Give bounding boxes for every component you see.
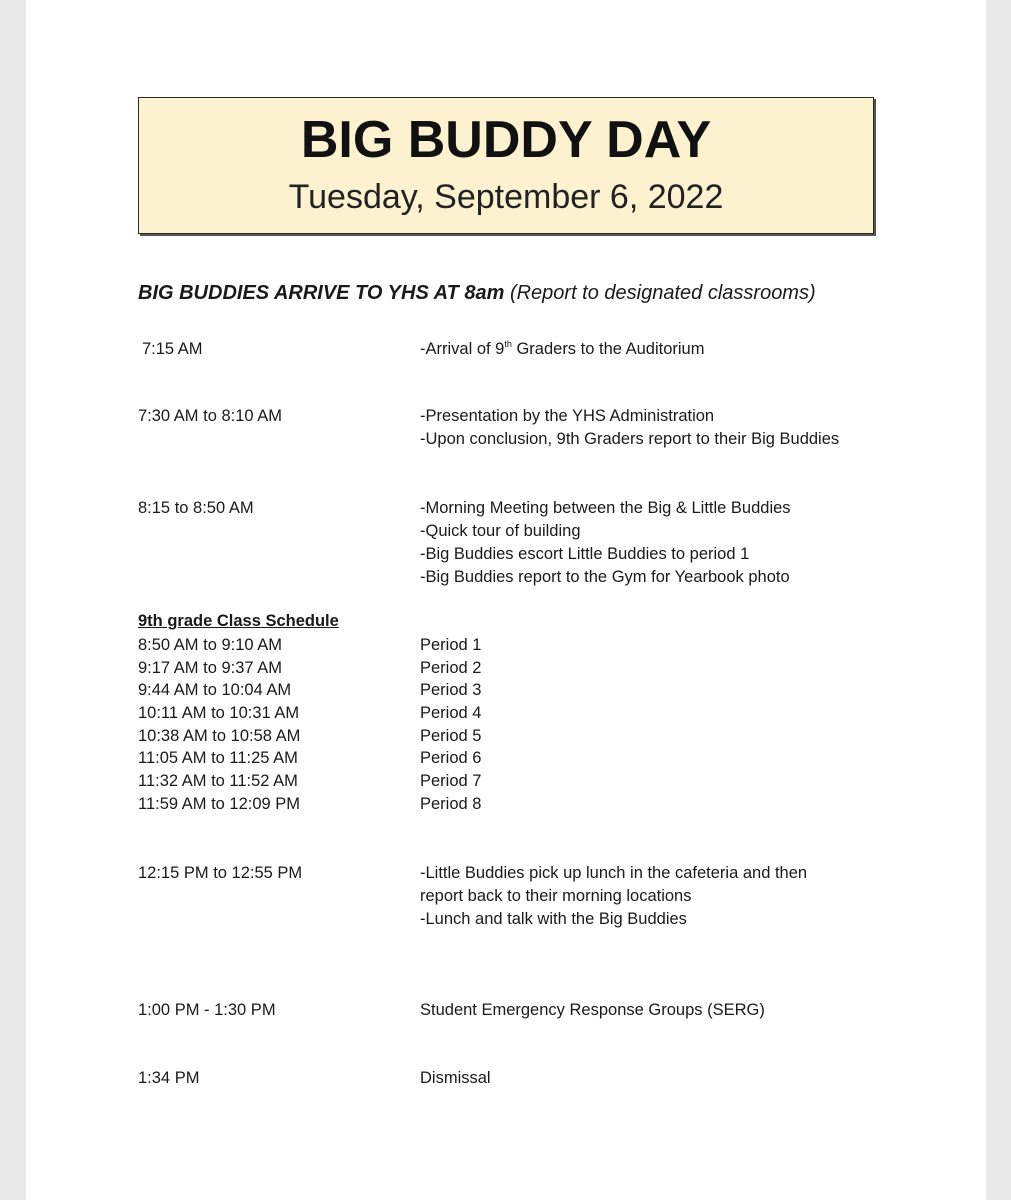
event-time: 7:30 AM to 8:10 AM <box>138 407 283 425</box>
schedule-period: Period 1 <box>420 636 482 654</box>
schedule-period: Period 3 <box>420 681 482 700</box>
event-line: -Big Buddies report to the Gym for Yearbook photo <box>420 568 790 586</box>
event-line: Student Emergency Response Groups (SERG) <box>420 1001 765 1019</box>
arrival-note-bold: BIG BUDDIES ARRIVE TO YHS AT 8am <box>138 282 505 304</box>
class-schedule-periods <box>420 634 481 816</box>
title-box <box>138 97 874 234</box>
event-time: 7:15 AM <box>142 340 203 358</box>
event-line: -Presentation by the YHS Administration <box>420 407 715 425</box>
schedule-time: 10:11 AM to 10:31 AM <box>138 704 300 723</box>
event-description <box>420 338 704 361</box>
event-line: -Quick tour of building <box>420 522 581 540</box>
schedule-period: Period 8 <box>420 794 482 813</box>
event-description <box>420 862 807 931</box>
event-time: 12:15 PM to 12:55 PM <box>138 864 303 882</box>
event-line: Dismissal <box>420 1069 491 1087</box>
document-page <box>26 0 986 1200</box>
event-description <box>420 999 765 1022</box>
schedule-time: 11:32 AM to 11:52 AM <box>138 772 298 791</box>
class-schedule-heading: 9th grade Class Schedule <box>138 612 339 630</box>
event-time: 1:00 PM - 1:30 PM <box>138 1001 276 1019</box>
schedule-period: Period 2 <box>420 658 482 677</box>
event-date: Tuesday, September 6, 2022 <box>288 178 724 216</box>
event-time: 1:34 PM <box>138 1069 200 1087</box>
schedule-time: 9:17 AM to 9:37 AM <box>138 658 283 677</box>
event-description <box>420 405 839 451</box>
event-line: -Morning Meeting between the Big & Little Buddies <box>420 499 791 517</box>
event-line: report back to their morning locations <box>420 887 692 905</box>
class-schedule-times <box>138 634 300 816</box>
event-line: -Big Buddies escort Little Buddies to period 1 <box>420 545 750 563</box>
event-time: 8:15 to 8:50 AM <box>138 499 254 517</box>
schedule-time: 8:50 AM to 9:10 AM <box>138 636 283 654</box>
schedule-period: Period 6 <box>420 749 482 768</box>
schedule-period: Period 5 <box>420 726 482 745</box>
schedule-time: 9:44 AM to 10:04 AM <box>138 681 292 700</box>
schedule-time: 11:59 AM to 12:09 PM <box>138 794 301 813</box>
event-line: -Arrival of 9th Graders to the Auditorium <box>420 339 705 358</box>
schedule-time: 11:05 AM to 11:25 AM <box>138 749 298 768</box>
arrival-note <box>138 282 816 305</box>
arrival-note-detail: (Report to designated classrooms) <box>509 282 816 304</box>
event-description <box>420 1067 491 1090</box>
schedule-period: Period 7 <box>420 772 482 791</box>
document-title: BIG BUDDY DAY <box>300 111 712 169</box>
event-description <box>420 497 791 589</box>
event-line: -Little Buddies pick up lunch in the cafeteria and then <box>420 864 808 882</box>
schedule-period: Period 4 <box>420 704 482 723</box>
schedule-time: 10:38 AM to 10:58 AM <box>138 726 301 745</box>
event-line: -Lunch and talk with the Big Buddies <box>420 910 687 928</box>
event-line: -Upon conclusion, 9th Graders report to their Big Buddies <box>420 430 840 448</box>
